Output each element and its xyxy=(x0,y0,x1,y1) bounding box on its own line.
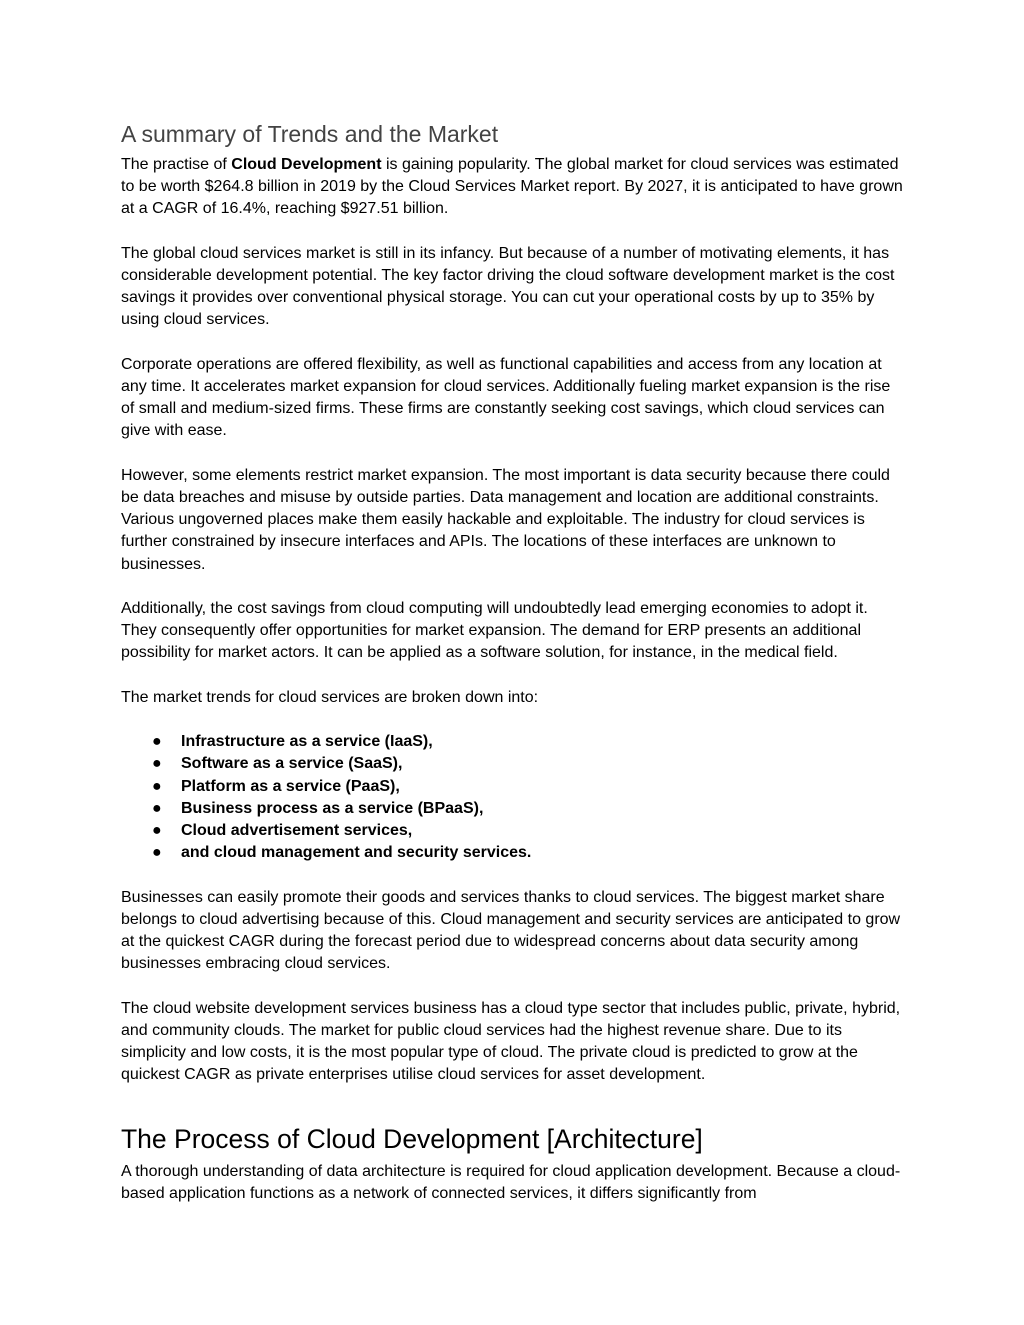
list-item-label: and cloud management and security services. xyxy=(181,844,532,862)
list-item-label: Cloud advertisement services, xyxy=(181,822,413,839)
paragraph: The cloud website development services business has a cloud type sector that includes public, private, hybrid, and community clouds. The market for public cloud services had the highest revenue share. Due to its simplicity and low costs, it is the most popular type of cloud. The private cloud is predicted to grow at the quickest CAGR as private enterprises utilise cloud services for asset development. xyxy=(121,999,901,1084)
intro-post: is gaining popularity. The global market for cloud services was estimated to be worth $264.8 billion in 2019 by the Cloud Services Market report. By 2027, it is anticipated to have grown at a CAGR of 16.4%, reaching $927.51 billion. xyxy=(121,156,903,218)
paragraph: The global cloud services market is still in its infancy. But because of a number of motivating elements, it has considerable development potential. The key factor driving the cloud software development market is the cost savings it provides over conventional physical storage. You can cut your operational costs by up to 35% by using cloud services. xyxy=(121,244,895,329)
bullet-icon: ● xyxy=(152,755,162,773)
section-heading-architecture: The Process of Cloud Development [Architecture] xyxy=(121,1123,703,1154)
bullet-icon: ● xyxy=(152,733,162,751)
list-item xyxy=(121,731,906,753)
document-page xyxy=(121,118,906,1227)
intro-paragraph xyxy=(121,154,906,221)
list-item xyxy=(121,798,906,820)
intro-bold-term: Cloud Development xyxy=(231,156,382,173)
bullet-icon: ● xyxy=(152,799,162,817)
list-item xyxy=(121,842,906,864)
list-item-label: Business process as a service (BPaaS), xyxy=(181,799,484,817)
list-item xyxy=(121,776,906,798)
paragraph: However, some elements restrict market expansion. The most important is data security because there could be data breaches and misuse by outside parties. Data management and location are additional constraints. Various ungoverned places make them easily hackable and exploitable. The industry for cloud services is further constrained by insecure interfaces and APIs. The locations of these interfaces are unknown to businesses. xyxy=(121,466,890,573)
paragraph: A thorough understanding of data architecture is required for cloud application development. Because a cloud-based application functions as a network of connected services, it differs significantly from xyxy=(121,1162,901,1202)
spacer xyxy=(121,1109,906,1121)
intro-pre: The practise of xyxy=(121,156,232,173)
paragraph: The market trends for cloud services are broken down into: xyxy=(121,688,539,706)
list-item-label: Platform as a service (PaaS), xyxy=(181,777,400,795)
list-item-label: Infrastructure as a service (IaaS), xyxy=(181,733,433,751)
list-item-label: Software as a service (SaaS), xyxy=(181,755,403,773)
section-heading-trends: A summary of Trends and the Market xyxy=(121,121,499,147)
bullet-icon: ● xyxy=(152,844,162,862)
market-trends-list xyxy=(121,731,906,864)
bullet-icon: ● xyxy=(152,822,162,839)
paragraph: Additionally, the cost savings from cloud computing will undoubtedly lead emerging economies to adopt it. They consequently offer opportunities for market expansion. The demand for ERP presents an additional possibility for market actors. It can be applied as a software solution, for instance, in the medical field. xyxy=(121,600,868,662)
paragraph: Corporate operations are offered flexibility, as well as functional capabilities and access from any location at any time. It accelerates market expansion for cloud services. Additionally fueling market expansion is the rise of small and medium-sized firms. These firms are constantly seeking cost savings, which cloud services can give with ease. xyxy=(121,355,891,440)
list-item xyxy=(121,820,906,842)
list-item xyxy=(121,753,906,775)
paragraph: Businesses can easily promote their goods and services thanks to cloud services. The biggest market share belongs to cloud advertising because of this. Cloud management and security services are anticipated to grow at the quickest CAGR during the forecast period due to widespread concerns about data security among businesses embracing cloud services. xyxy=(121,888,901,973)
bullet-icon: ● xyxy=(152,777,162,795)
